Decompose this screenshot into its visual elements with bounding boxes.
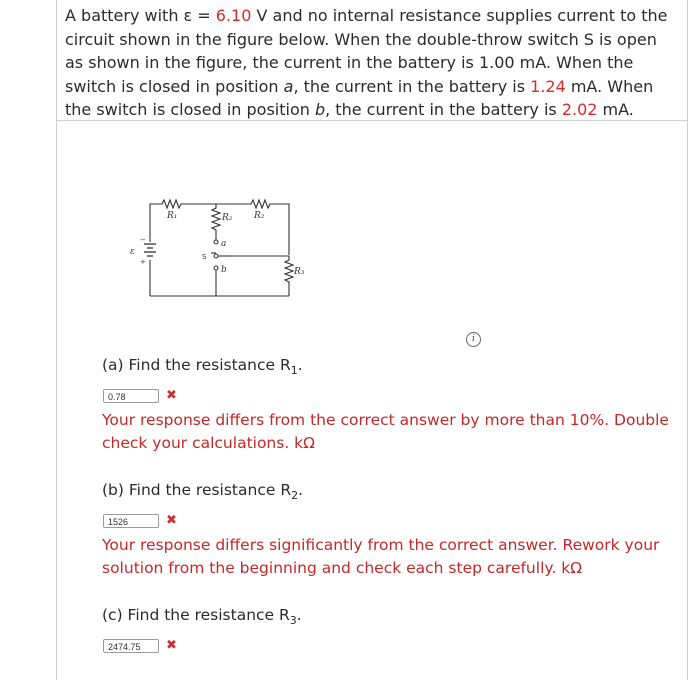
emf-value: 6.10 [215,6,252,25]
contact-b-label: b [221,265,227,275]
battery-minus: − [140,236,146,244]
battery-plus: + [140,258,146,266]
wrong-x-icon: ✖ [166,638,177,653]
emf-label: ε [130,247,135,257]
r1-label: R₁ [167,211,178,221]
wrong-x-icon: ✖ [166,513,177,528]
part-a-answer-input[interactable]: 0.78 [103,389,159,403]
problem-statement: A battery with ε = 6.10 V and no internal resistance supplies current to the circuit shown in the figure below. When the double-throw switch S is open as shown in the figure, the current in the battery is 1.00 mA. When the switch is closed in position a, the current in the battery is 1.24 mA. When the switch is closed in position b, the current in the battery is 2.02 mA. [65,6,668,119]
part-b-feedback: Your response differs significantly from the correct answer. Rework your solution from the beginning and check each step carefully. kΩ [102,536,660,577]
part-c-answer-input[interactable]: 2474.75 [103,639,159,653]
info-icon[interactable]: i [466,332,481,347]
r2-right-label: R₂ [254,211,265,221]
r2-mid-label: R₂ [222,213,233,223]
part-c-question: (c) Find the resistance $R_3$. [102,606,302,628]
part-b-question: (b) Find the resistance $R_2$. [102,481,304,503]
current-b-value: 2.02 [561,100,598,119]
contact-a-label: a [221,239,227,249]
part-a-question: (a) Find the resistance $R_1$. [102,356,303,378]
wrong-x-icon: ✖ [166,388,177,403]
current-open-value: 1.00 [478,53,515,72]
r3-label: R₃ [294,267,305,277]
problem-statement-box [56,0,688,121]
current-a-value: 1.24 [530,76,566,96]
circuit-diagram [126,190,306,300]
part-b-answer-input[interactable]: 1526 [103,514,159,528]
part-a-feedback: Your response differs from the correct answer by more than 10%. Double check your calculations. kΩ [102,411,669,452]
switch-label: S [202,253,207,261]
